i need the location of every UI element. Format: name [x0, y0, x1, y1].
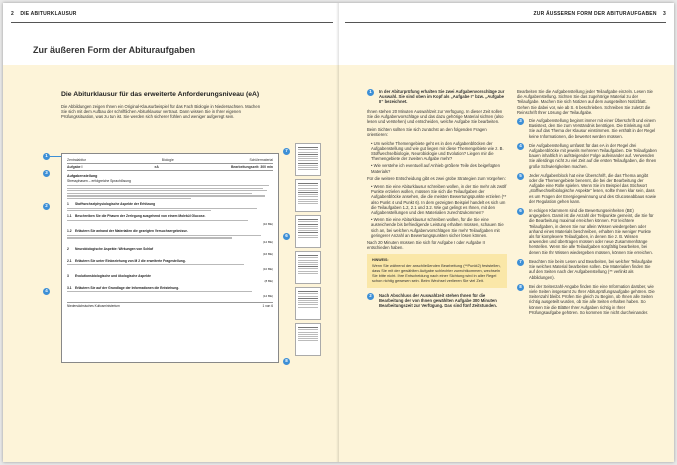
hint-text: Wenn Sie während der anschließenden Bearbeitung (**Punkt2) feststellen, dass Sie mit der gewählten Aufgabe schlechter zurechtkommen, wechseln Sie bitte nicht. Ihre Entscheidung nach einer Sichtung wird in aller Regel schon richtig gewesen sein. Beim Wechsel verlieren Sie viel Zeit. — [372, 263, 501, 284]
hint-title: HINWEIS: — [372, 258, 389, 263]
form-header2-mid: eA — [154, 165, 159, 169]
thumbnail-page — [295, 251, 321, 284]
badge-2: 2 — [43, 203, 50, 210]
page-thumbnails — [295, 143, 325, 359]
form-item: 1.1 Beschreiben Sie die Phasen der Zerlegung ausgehend von einem Molekül Glucose. — [67, 214, 206, 219]
form-footer — [67, 302, 273, 308]
paragraph: Ihnen stehen 20 Minuten Auswahlzeit zur Verfügung. In dieser Zeit sollen Sie die Aufgabenvorschläge und das dazu gehörige Material sichten (also lesen und verstehen) und entscheiden, welche Aufgabe Sie bearbeiten. — [367, 108, 504, 125]
paragraph: Bearbeiten Sie die Aufgabenstellung jeder Teilaufgabe einzeln. Lesen Sie die Aufgabenstellung. Sichten Sie das zugehörige Material zu der Teilaufgabe. Machen Sie sich Notizen auf dem ausgeteilten Notizblatt. Gehen Sie dabei vor, wie ab S. 6 beschrieben. Schreiben Sie zuletzt die Reinschrift Ihrer Lösung der Teilaufgabe. — [517, 89, 653, 115]
form-header2-right: Bearbeitungszeit: 300 min — [230, 165, 273, 169]
form-item: 2 Neurobiologische Aspekte: Wirkungen von Schlaf — [67, 246, 154, 251]
form-points: (10 BE) — [262, 222, 273, 227]
thumbnail-page — [295, 215, 321, 248]
step-text: Die Aufgabenstellung beginnt immer mit einer Überschrift und einem Basistext, den Sie zum Verständnis benötigen. Die Einleitung soll Sie auf das Thema der Klausur einstimmen. Sie enthält in der Regel keine Informationen, die bewertet werden müssen. — [529, 118, 656, 139]
text-column-1 — [367, 89, 507, 313]
header-rule — [345, 22, 666, 23]
thumbnail-page — [295, 323, 321, 356]
form-item: 3.1 Erläutern Sie auf der Grundlage der Informationen die Entstehung. — [67, 285, 180, 290]
badge-3: 3 — [43, 170, 50, 177]
step-3: 3 Die Aufgabenstellung beginnt immer mit einer Überschrift und einem Basistext, den Sie zum Verständnis benötigen. Die Einleitung soll Sie auf das Thema der Klausur einstimmen. Sie enthält in der Regel keine Informationen, die bewertet werden müssen. — [517, 118, 657, 139]
step-text: In eckigen Klammern sind die Bewertungseinheiten (BE) angegeben. Damit ist die Anzahl der Teilpunkte gemeint, die Sie für die Bearbeitung maximal erreichen können. Für leichtere Teilaufgaben, in denen Sie nur allein Wissen wiedergeben oder anhand eines Materials beschreiben, erhalten Sie weniger Punkte als für komplexere Teilaufgaben, in denen Sie z. B. Wissen anwenden und übertragen müssen oder neue Zusammenhänge herstellen. Wenn Sie alle Teilaufgaben sorgfältig bearbeiten, bei denen Sie Ihr Wissen wiedergeben müssen, können Sie erreichen. — [529, 208, 654, 255]
step-6: 6 In eckigen Klammern sind die Bewertungseinheiten (BE) angegeben. Damit ist die Anzahl der Teilpunkte gemeint, die Sie für die Bearbeitung maximal erreichen können. Für leichtere Teilaufgaben, in denen Sie nur allein Wissen wiedergeben oder anhand eines Materials beschreiben, erhalten Sie weniger Punkte als für komplexere Teilaufgaben, in denen Sie z. B. Wissen anwenden und übertragen müssen oder neue Zusammenhänge herstellen. Wenn Sie alle Teilaufgaben sorgfältig bearbeiten, bei denen Sie Ihr Wissen wiedergeben müssen, können Sie erreichen. — [517, 208, 657, 255]
badge-7: 7 — [283, 148, 290, 155]
form-item: 2.1 Erläutern Sie unter Einbeziehung von M 2 die erweiterte Fragestellung. — [67, 258, 186, 263]
step-text: Bei der Seitenzahl-Angabe finden Sie eine Information darüber, wie viele Seiten insgesamt zu Ihrer Abiturprüfungsaufgabe gehören. Die Seitenzahl bleibt. Prüfen Sie gleich zu Beginn, ob Ihnen alle Seiten richtig ausgeteilt wurden, ob Sie alle Seiten erhalten haben. So können Sie die Blätter Ihrer Aufgaben richtig in Ihrer Prüfungsaufgabe gehören. So kommen Sie nicht durcheinander. — [529, 283, 655, 315]
form-header-right: Schülermaterial — [249, 158, 273, 162]
form-header-2 — [67, 165, 273, 171]
step-4: 4 Die Aufgabenstellung umfasst für das eA in der Regel drei Aufgabenblöcke mit jeweils mehreren Teilaufgaben. Die Teilaufgaben bauen inhaltlich in aufsteigender Folge aufeinander auf. Verwenden Sie allerdings nicht zu viel Zeit auf die ersten Teilaufgaben, die Ihnen große Schwierigkeiten machen. — [517, 143, 657, 169]
right-page — [339, 3, 674, 462]
step-5: 5 Jeder Aufgabenblock hat eine Überschrift, die das Thema angibt oder die Themengebiete benennt, die bei der Bearbeitung der Aufgabe eine Rolle spielen. Wenn Sie im Beispiel das Stichwort „stoffwechselbiologische Aspekte“ lesen, sollte Ihnen klar sein, dass es um Fragen der Energiegewinnung und des Glucoseabbaus sowie der Regulation gehen kann. — [517, 173, 657, 204]
step-1: 1 In der Abiturprüfung erhalten Sie zwei Aufgabenvorschläge zur Auswahl. Sie sind oben im Kopf als „Aufgabe I“ bzw. „Aufgabe II“ bezeichnet. — [367, 89, 507, 105]
bullet-item: • Wenn Sie eine Abiturklausur schreiben wollen, in der Sie mehr als zwölf Punkte erzielen wollen, müssen Sie sich die Teilaufgaben der Aufgabenblöcke ansehen, die die meisten Bewertungspunkte erzielen (** also Punkt 4 und Punkt 6). In dem gezeigten Beispiel handelt es sich um die Teilaufgaben 1.2, 2.1 und 3.2. Wie gut gelingt es Ihnen, mit den Aufgabenstellungen und den Materialien zurechtzukommen? — [371, 184, 507, 216]
section-title: Die Abiturklausur für das erweiterte Anforderungsniveau (eA) — [61, 91, 260, 98]
badge-4: 4 — [43, 288, 50, 295]
badge-6: 6 — [283, 233, 290, 240]
left-page — [3, 3, 339, 462]
form-title: Aufgabenstellung — [67, 174, 98, 178]
bullet-item: • Wie verstehe ich eventuell auf Anhieb größere Teile des beigefügten Materials? — [371, 163, 500, 174]
step-7: 7 Beachten Sie beim Lesen und Bearbeiten, bei welcher Teilaufgabe Sie welches Material bearbeiten sollen. Die Materialien finden Sie auf den Seiten nach der Aufgabenstellung (** verlinkt als Abbildungen). — [517, 259, 657, 280]
step-text: Jeder Aufgabenblock hat eine Überschrift, die das Thema angibt oder die Themengebiete benennt, die bei der Bearbeitung der Aufgabe eine Rolle spielen. Wenn Sie im Beispiel das Stichwort „stoffwechselbiologische Aspekte“ lesen, sollte Ihnen klar sein, dass es um Fragen der Energiegewinnung und des Glucoseabbaus sowie der Regulation gehen kann. — [529, 172, 657, 204]
form-header-left: Zentralabitur — [67, 158, 87, 162]
form-header2-left: Aufgabe I — [67, 165, 83, 169]
thumbnail-page — [295, 287, 321, 320]
thumbnail-page — [295, 179, 321, 212]
form-points: (10 BE) — [262, 266, 273, 271]
page-number-right: 3 — [663, 11, 666, 17]
form-item: 1 Stoffwechselphysiologische Aspekte der Erhitzung — [67, 202, 156, 207]
form-subtitle: Stressphasen – erfolgreiche Sprachlösung — [67, 179, 131, 183]
badge-1: 1 — [43, 153, 50, 160]
chapter-title: Zur äußeren Form der Abituraufgaben — [33, 45, 196, 55]
book-spread — [3, 3, 674, 462]
form-points: (12 BE) — [262, 239, 273, 244]
step-text: Die Aufgabenstellung umfasst für das eA in der Regel drei Aufgabenblöcke mit jeweils mehreren Teilaufgaben. Die Teilaufgaben bauen inhaltlich in aufsteigender Folge aufeinander auf. Verwenden Sie allerdings nicht zu viel Zeit auf die ersten Teilaufgaben, die Ihnen große Schwierigkeiten machen. — [529, 142, 657, 169]
bullet-item: • Wenn Sie eine Abiturklausur schreiben wollen, für die Sie eine ausreichende bis befriedigende Leistung erhalten müssen, schauen Sie sich an, bei welchen Aufgabenvorschlägen Sie mehr Teilaufgaben mit geringerer Anzahl an Bewertungspunkten sicher lösen können. — [371, 217, 504, 238]
bullet-item: • Um welche Themengebiete geht es in den Aufgabenblöcken der Aufgabenstellung und wie gut liegen mir diese Themengebiete wie z. B. Stoffwechselbiologie, Neurobiologie und Evolution? Liegen mir die Themengebiete der zweiten Aufgabe mehr? — [371, 140, 504, 162]
exam-form-sample — [61, 153, 279, 363]
form-footer-right: 1 von 6 — [262, 303, 273, 308]
form-points: (12 BE) — [262, 293, 273, 298]
form-header — [67, 158, 273, 164]
step-text: Beachten Sie beim Lesen und Bearbeiten, bei welcher Teilaufgabe Sie welches Material bearbeiten sollen. Die Materialien finden Sie auf den Seiten nach der Aufgabenstellung (** verlinkt als Abbildungen). — [529, 258, 653, 280]
running-head-text: DIE ABITURKLAUSUR — [20, 11, 77, 17]
paragraph: Für die weitere Entscheidung gibt es zwei grobe Strategien zum Vorgehen: — [367, 175, 506, 181]
step-8: 8 Bei der Seitenzahl-Angabe finden Sie eine Information darüber, wie viele Seiten insgesamt zu Ihrer Abiturprüfungsaufgabe gehören. Die Seitenzahl bleibt. Prüfen Sie gleich zu Beginn, ob Ihnen alle Seiten richtig ausgeteilt wurden, ob Sie alle Seiten erhalten haben. So können Sie die Blätter Ihrer Aufgaben richtig in Ihrer Prüfungsaufgabe gehören. So kommen Sie nicht durcheinander. — [517, 284, 657, 315]
step-text: Nach Abschluss der Auswahlzeit stehen Ihnen für die Bearbeitung der von Ihnen gewählten Aufgabe 300 Minuten Bearbeitungszeit zur Verfügung. Das sind fünf Zeitstunden. — [379, 293, 497, 309]
intro-text: Die Abbildungen zeigen Ihnen ein Original-Klausurbeispiel für das Fach Biologie in Niedersachsen. Machen Sie sich mit dem Aufbau der schriftlichen Abiturklausur vertraut. Dann wissen Sie in Ihrer eigenen Prüfungssituation, was zu tun ist. Sie werden sich sicherer fühlen und weniger aufgeregt sein. — [61, 104, 261, 120]
step-text: In der Abiturprüfung erhalten Sie zwei Aufgabenvorschläge zur Auswahl. Sie sind oben im Kopf als „Aufgabe I“ bzw. „Aufgabe II“ bezeichnet. — [379, 89, 505, 105]
badge-8: 8 — [283, 358, 290, 365]
page-number-left: 2 — [11, 11, 14, 17]
thumbnail-page — [295, 143, 321, 176]
form-item: 1.2 Erläutern Sie anhand der Materialien die gezeigten Versuchsergebnisse. — [67, 229, 188, 234]
text-column-2 — [517, 89, 657, 319]
form-footer-left: Niedersächsisches Kultusministerium — [67, 303, 120, 308]
header-rule — [11, 22, 333, 23]
form-points: (16 BE) — [262, 251, 273, 256]
running-head-text: ZUR ÄUSSEREN FORM DER ABITURAUFGABEN — [533, 11, 657, 17]
step-2: 2 Nach Abschluss der Auswahlzeit stehen Ihnen für die Bearbeitung der von Ihnen gewählten Aufgabe 300 Minuten Bearbeitungszeit zur Verfügung. Das sind fünf Zeitstunden. — [367, 293, 507, 309]
form-header-mid: Biologie — [161, 158, 174, 162]
paragraph: Beim Sichten sollten Sie sich zunächst an den folgenden Fragen orientieren: — [367, 127, 487, 138]
paragraph: Nach 20 Minuten müssen Sie sich für Aufgabe I oder Aufgabe II entschieden haben. — [367, 240, 485, 251]
hint-box — [367, 254, 507, 288]
form-points: (8 BE) — [264, 278, 273, 283]
form-item: 3 Evolutionsbiologische und ökologische Aspekte — [67, 273, 151, 278]
